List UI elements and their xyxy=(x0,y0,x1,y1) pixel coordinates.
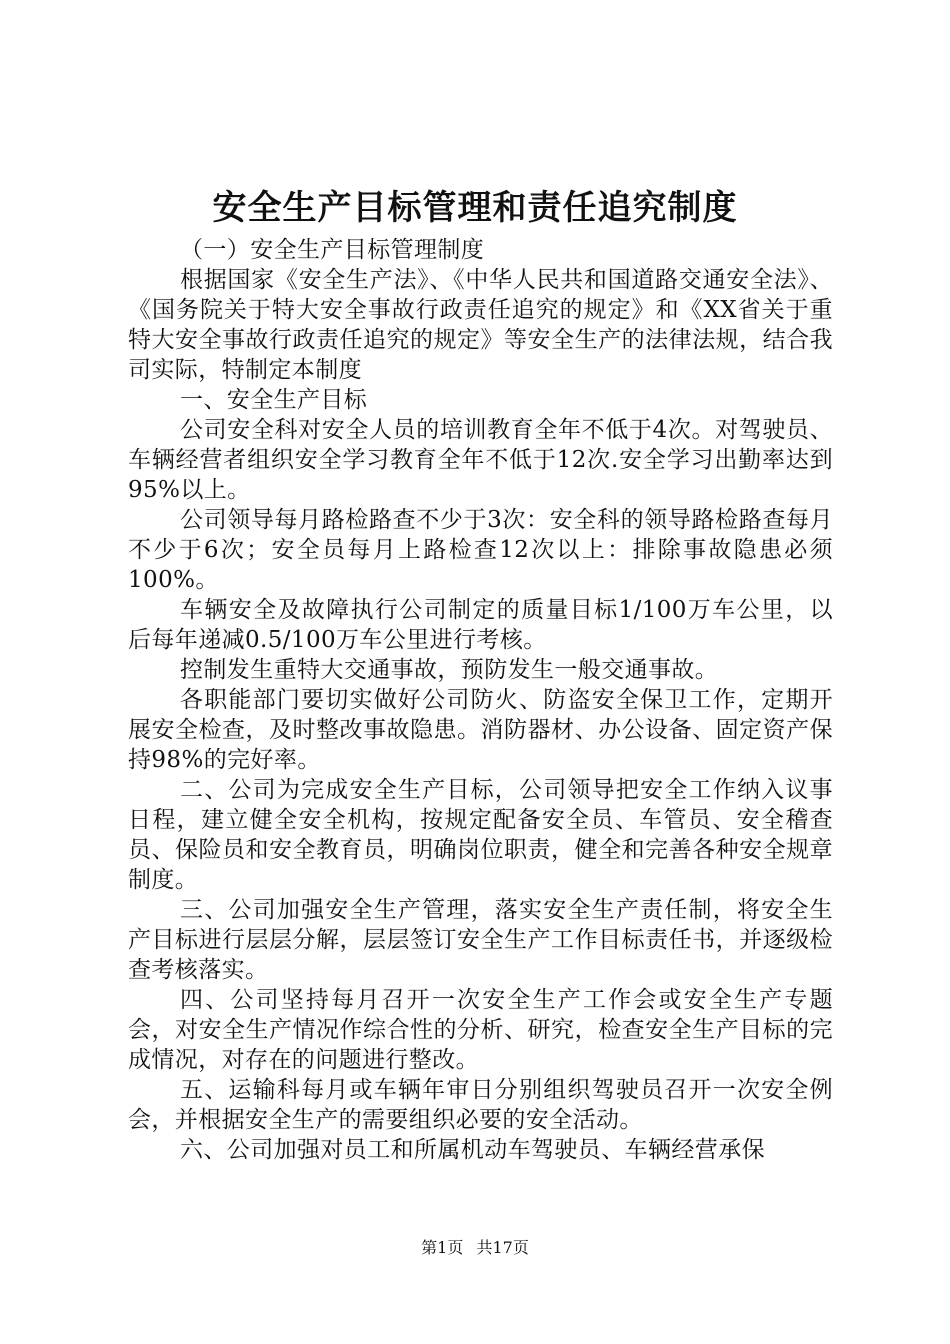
page-number: 第1页 xyxy=(421,1238,464,1257)
paragraph: 四、公司坚持每月召开一次安全生产工作会或安全生产专题会，对安全生产情况作综合性的分析、研究，检查安全生产目标的完成情况，对存在的问题进行整改。 xyxy=(128,987,833,1073)
paragraph: 公司领导每月路检路查不少于3次：安全科的领导路检路查每月不少于6次；安全员每月上路检查12次以上：排除事故隐患必须100%。 xyxy=(128,507,833,593)
document-title: 安全生产目标管理和责任追究制度 xyxy=(212,188,738,228)
section-heading: （一）安全生产目标管理制度 xyxy=(180,237,485,263)
paragraph: 车辆安全及故障执行公司制定的质量目标1/100万车公里，以后每年递减0.5/100万车公里进行考核。 xyxy=(128,597,833,653)
page-total: 共17页 xyxy=(476,1238,529,1257)
paragraph: 控制发生重特大交通事故，预防发生一般交通事故。 xyxy=(180,657,719,683)
paragraph: 六、公司加强对员工和所属机动车驾驶员、车辆经营承保 xyxy=(180,1137,765,1163)
document-body xyxy=(128,235,833,1165)
paragraph: 公司安全科对安全人员的培训教育全年不低于4次。对驾驶员、车辆经营者组织安全学习教育全年不低于12次.安全学习出勤率达到95%以上。 xyxy=(128,417,833,503)
paragraph: 各职能部门要切实做好公司防火、防盗安全保卫工作，定期开展安全检查，及时整改事故隐患。消防器材、办公设备、固定资产保持98%的完好率。 xyxy=(128,687,833,773)
section-heading: 一、安全生产目标 xyxy=(180,387,368,413)
paragraph: 五、运输科每月或车辆年审日分别组织驾驶员召开一次安全例会，并根据安全生产的需要组织必要的安全活动。 xyxy=(128,1077,833,1133)
paragraph: 二、公司为完成安全生产目标，公司领导把安全工作纳入议事日程，建立健全安全机构，按规定配备安全员、车管员、安全稽查员、保险员和安全教育员，明确岗位职责，健全和完善各种安全规章制度。 xyxy=(128,777,833,893)
paragraph: 三、公司加强安全生产管理，落实安全生产责任制，将安全生产目标进行层层分解，层层签订安全生产工作目标责任书，并逐级检查考核落实。 xyxy=(128,897,833,983)
page-footer xyxy=(0,1236,950,1260)
paragraph: 根据国家《安全生产法》、《中华人民共和国道路交通安全法》、《国务院关于特大安全事故行政责任追究的规定》和《XX省关于重特大安全事故行政责任追究的规定》等安全生产的法律法规，结合我司实际，特制定本制度 xyxy=(128,267,833,383)
